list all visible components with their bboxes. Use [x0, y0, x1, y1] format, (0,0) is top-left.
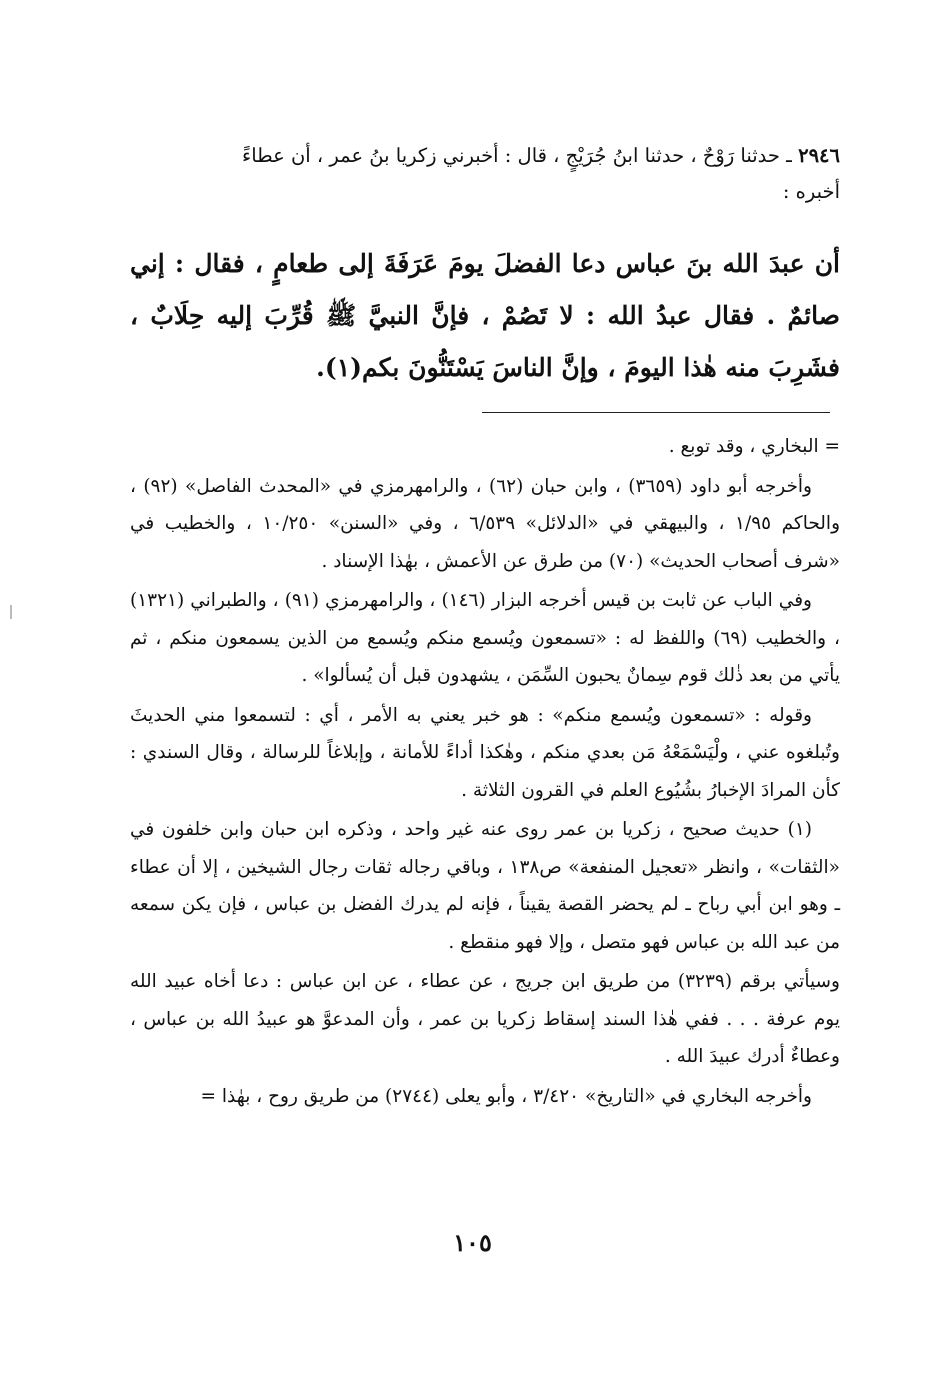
footnote-paragraph: وفي الباب عن ثابت بن قيس أخرجه البزار (١٤٦) ، والرامهرمزي (٩١) ، والطبراني (١٣٢١) ، والخطيب (٦٩) واللفظ له : «تسمعون ويُسمع منكم ويُسمع من الذين يسمعون منكم ، ثم يأتي من بعد ذٰلك قوم سِمانٌ يحبون السِّمَن ، يشهدون قبل أن يُسألوا» . [130, 590, 840, 686]
footnote-paragraph: وقوله : «تسمعون ويُسمع منكم» : هو خبر يعني به الأمر ، أي : لتسمعوا مني الحديثَ وتُبلغوه عني ، ولْيَسْمَعْهُ مَن بعدي منكم ، وهٰكذا أداءً للأمانة ، وإبلاغاً للرسالة ، وقال السندي : كأن المرادَ الإخبارُ بشُيُوع العلم في القرون الثلاثة . [130, 704, 840, 801]
hadith-isnad [130, 138, 840, 210]
footnote-divider [482, 412, 830, 413]
footnote-paragraph: وأخرجه أبو داود (٣٦٥٩) ، وابن حبان (٦٢) ، والرامهرمزي في «المحدث الفاصل» (٩٢) ، والحاكم ١/٩٥ ، والبيهقي في «الدلائل» ٦/٥٣٩ ، وفي «السنن» ١٠/٢٥٠ ، والخطيب في «شرف أصحاب الحديث» (٧٠) من طرق عن الأعمش ، بهٰذا الإسناد . [130, 475, 841, 572]
footnote-1-continued: وأخرجه البخاري في «التاريخ» ٣/٤٢٠ ، وأبو يعلى (٢٧٤٤) من طريق روح ، بهٰذا = [200, 1085, 812, 1107]
isnad-text: ـ حدثنا رَوْحٌ ، حدثنا ابنُ جُرَيْجٍ ، قال : أخبرني زكريا بنُ عمر ، أن عطاءً [242, 144, 792, 167]
footnote-1: (١) حديث صحيح ، زكريا بن عمر روى عنه غير واحد ، وذكره ابن حبان وابن خلفون في «الثقات» ، وانظر «تعجيل المنفعة» ص١٣٨ ، وباقي رجاله ثقات رجال الشيخين ، إلا أن عطاء ـ وهو ابن أبي رباح ـ لم يحضر القصة يقيناً ، فإنه لم يدرك الفضل بن عباس ، فإن يكن سمعه من عبد الله بن عباس فهو متصل ، وإلا فهو منقطع . [130, 819, 840, 953]
page-number: ١٠٥ [453, 1228, 492, 1257]
hadith-matn: أن عبدَ الله بنَ عباس دعا الفضلَ يومَ عَرَفَةَ إلى طعامٍ ، فقال : إني صائمٌ . فقال عبدُ الله : لا تَصُمْ ، فإنَّ النبيَّ ﷺ قُرِّبَ إليه حِلَابٌ ، فشَرِبَ منه هٰذا اليومَ ، وإنَّ الناسَ يَسْتَنُّونَ بكم(١). [130, 249, 840, 382]
hadith-number: ٢٩٤٦ [798, 144, 840, 167]
scan-edge-mark [10, 605, 12, 619]
isnad-text-end: أخبره : [782, 180, 840, 203]
footnote-1-continued: وسيأتي برقم (٣٢٣٩) من طريق ابن جريج ، عن عطاء ، عن ابن عباس : دعا أخاه عبيد الله يوم عرفة . . . ففي هٰذا السند إسقاط زكريا بن عمر ، وأن المدعوَّ هو عبيدُ الله بن عباس ، وعطاءٌ أدرك عبيدَ الله . [130, 971, 840, 1067]
footnote-continuation: = البخاري ، وقد توبع . [668, 436, 840, 457]
footnotes [130, 428, 840, 1117]
